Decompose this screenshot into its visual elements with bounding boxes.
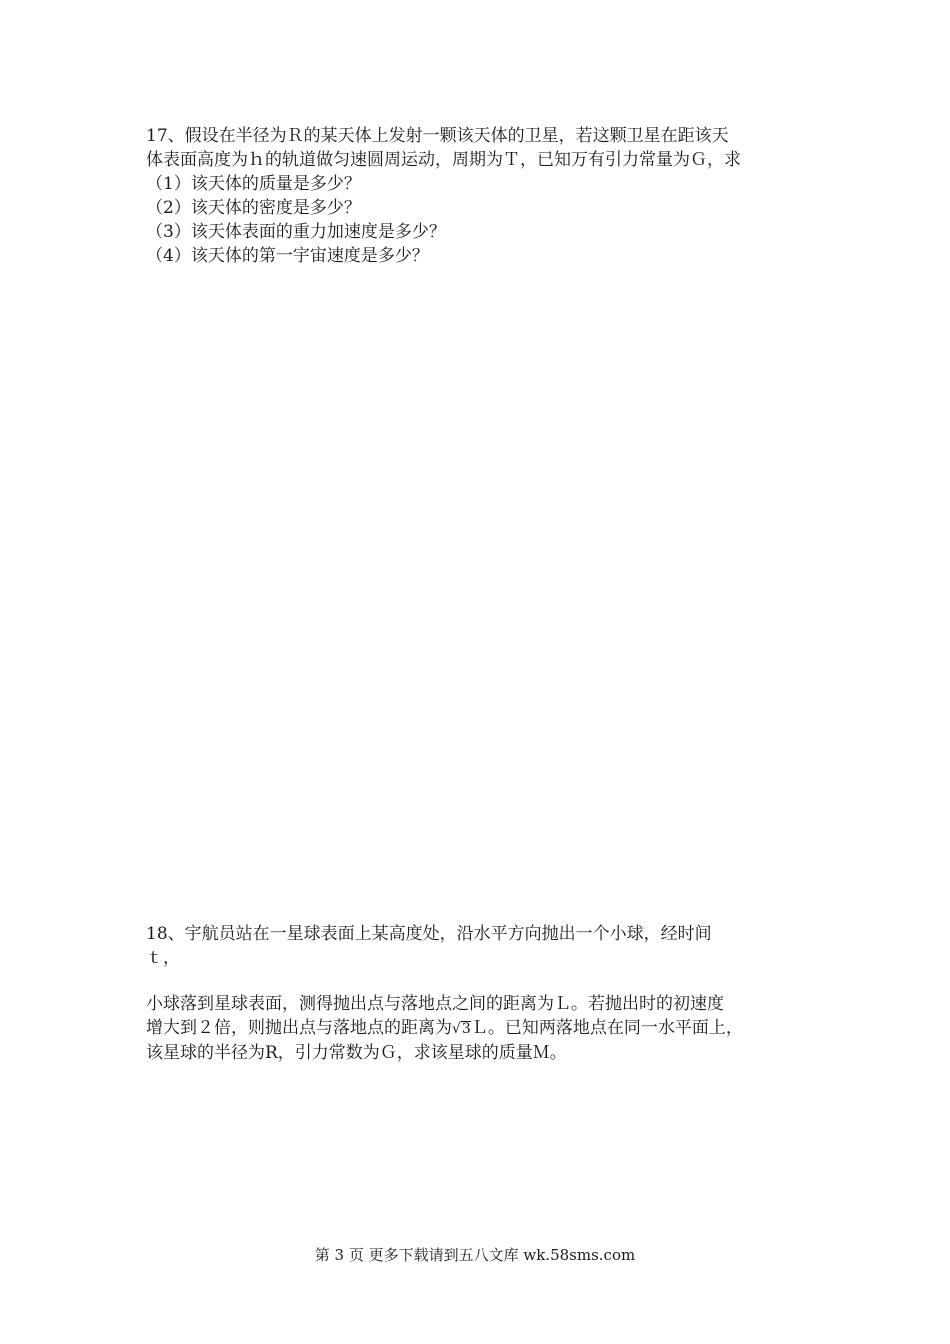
question-18-line-5: 该星球的半径为R，引力常数为Ｇ，求该星球的质量Ｍ。 [146,1043,567,1063]
sqrt-symbol: √ [452,1021,461,1037]
question-17-stem-line-1: 17、假设在半径为Ｒ的某天体上发射一颗该天体的卫星，若这颗卫星在距该天 [146,126,729,146]
question-17-sub-4: （4）该天体的第一宇宙速度是多少？ [146,246,429,266]
question-18-line-2: ｔ， [146,948,180,968]
question-18-line-4-text: 增大到２倍，则抛出点与落地点的距离为 [146,1018,452,1038]
question-17-sub-1: （1）该天体的质量是多少？ [146,174,361,194]
question-18-line-3: 小球落到星球表面，测得抛出点与落地点之间的距离为Ｌ。若抛出时的初速度 [146,994,724,1014]
question-18 [146,922,816,1065]
page-footer: 第 3 页 更多下载请到五八文库 wk.58sms.com [314,1246,636,1264]
question-18-line-1: 18、宇航员站在一星球表面上某高度处，沿水平方向抛出一个小球，经时间 [146,924,712,944]
question-17-stem-line-2: 体表面高度为ｈ的轨道做匀速圆周运动，周期为Ｔ，已知万有引力常量为Ｇ，求 [146,150,741,170]
paragraph-gap [146,970,816,992]
question-17 [146,124,816,268]
sqrt-radicand: 3 [461,1021,471,1037]
question-18-line-4-after: Ｌ。已知两落地点在同一水平面上， [470,1018,743,1038]
sqrt-expression [452,1017,471,1041]
question-18-line-4 [146,1016,816,1041]
question-17-sub-2: （2）该天体的密度是多少？ [146,198,361,218]
question-17-sub-3: （3）该天体表面的重力加速度是多少？ [146,222,446,242]
